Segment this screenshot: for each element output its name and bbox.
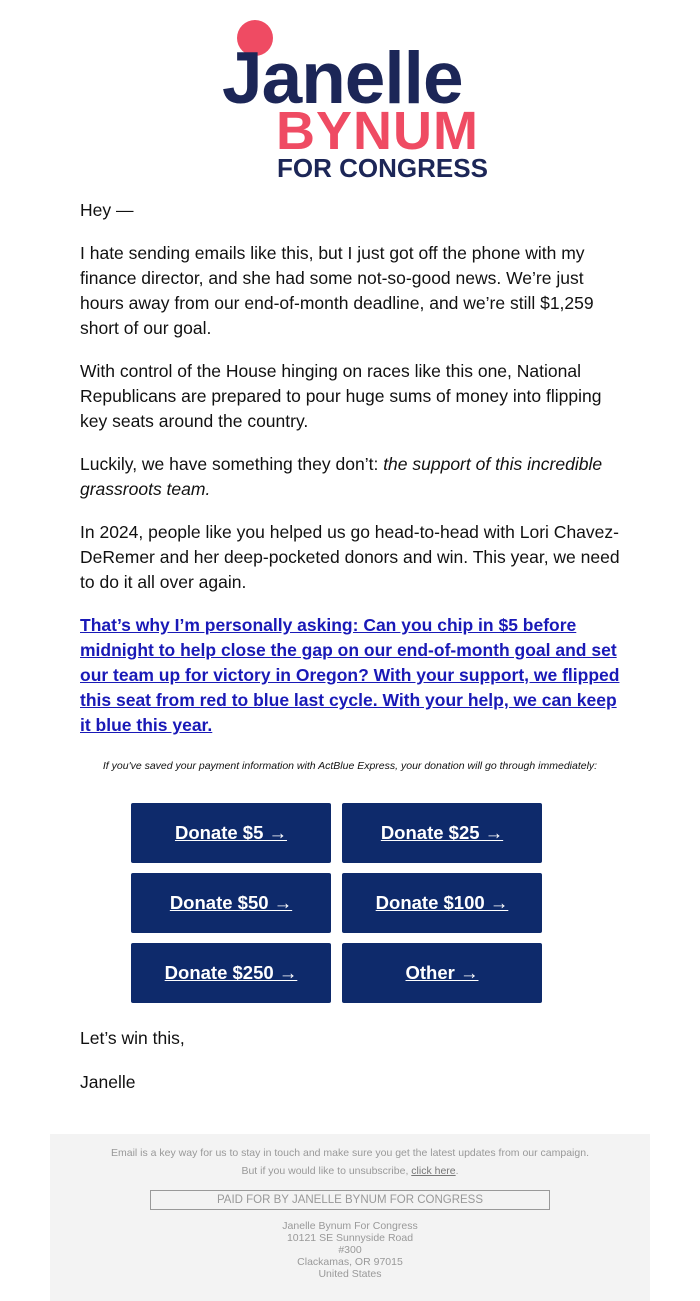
campaign-logo [200, 14, 500, 186]
address-unit: #300 [338, 1244, 362, 1256]
unsubscribe-tail: . [455, 1165, 459, 1177]
donate-25-button[interactable]: Donate $25 → [342, 803, 542, 863]
paragraph-3 [80, 452, 625, 502]
logo-tagline: FOR CONGRESS [277, 153, 488, 183]
greeting: Hey — [80, 200, 134, 220]
logo-name: Janelle [222, 38, 463, 119]
address-city: Clackamas, OR 97015 [297, 1256, 403, 1268]
donate-other-button[interactable]: Other → [342, 943, 542, 1003]
actblue-note: If you've saved your payment information with ActBlue Express, your donation will go through immediately: [102, 760, 598, 772]
footer-line-2 [50, 1165, 650, 1177]
footer-line-1: Email is a key way for us to stay in touch and make sure you get the latest updates from our campaign. [111, 1147, 589, 1159]
address-name: Janelle Bynum For Congress [282, 1220, 418, 1232]
logo-surname: BYNUM [276, 101, 479, 161]
address-country: United States [318, 1268, 382, 1280]
address-street: 10121 SE Sunnyside Road [286, 1232, 414, 1244]
unsubscribe-link[interactable]: click here [411, 1165, 456, 1177]
signature: Janelle [80, 1072, 136, 1092]
paid-for-disclaimer: PAID FOR BY JANELLE BYNUM FOR CONGRESS [150, 1190, 550, 1210]
donate-100-button[interactable]: Donate $100 → [342, 873, 542, 933]
paragraph-4: In 2024, people like you helped us go head-to-head with Lori Chavez-DeRemer and her deep-pocketed donors and win. This year, we need to do it all over again. [80, 522, 620, 592]
donate-cta-link[interactable]: That’s why I’m personally asking: Can you chip in $5 before midnight to help close the gap on our end-of-month goal and set our team up for victory in Oregon? With your support, we flipped this seat from red to blue last cycle. With your help, we can keep it blue this year. [80, 615, 620, 735]
donate-50-button[interactable]: Donate $50 → [131, 873, 331, 933]
paragraph-1: I hate sending emails like this, but I just got off the phone with my finance director, and she had some not-so-good news. We’re just hours away from our end-of-month deadline, and we’re still $1,259 short of our goal. [80, 243, 594, 338]
unsubscribe-lead: But if you would like to unsubscribe, [241, 1165, 412, 1177]
signoff: Let’s win this, [80, 1028, 185, 1048]
paragraph-3-emphasis: the support of this incredible grassroots team. [80, 454, 603, 499]
paragraph-3-lead: Luckily, we have something they don’t: [80, 454, 384, 474]
mailing-address [50, 1220, 650, 1280]
paragraph-2: With control of the House hinging on races like this one, National Republicans are prepared to pour huge sums of money into flipping key seats around the country. [80, 361, 602, 431]
donate-5-button[interactable]: Donate $5 → [131, 803, 331, 863]
donate-250-button[interactable]: Donate $250 → [131, 943, 331, 1003]
footer [50, 1134, 650, 1301]
email-body [80, 198, 625, 756]
